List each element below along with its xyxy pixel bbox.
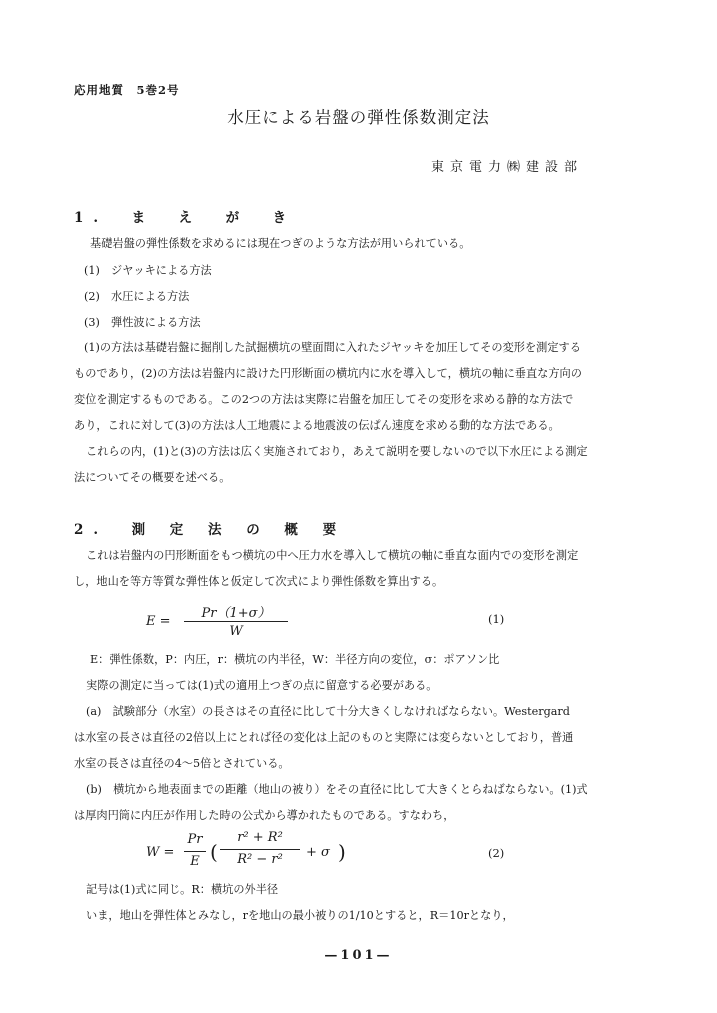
paper-title: 水圧による岩盤の弾性係数測定法	[227, 108, 490, 127]
section-2-para1-line-1: これは岩盤内の円形断面をもつ横坑の中へ圧力水を導入して横坑の軸に垂直な面内での変形を測定	[86, 549, 579, 562]
equation-2-number: (2)	[488, 846, 505, 860]
section-1-para2-line-1: これらの内，(1)と(3)の方法は広く実施されており，あえて説明を要しないので以下水圧による測定	[86, 445, 588, 458]
journal-header: 応用地質 5巻2号	[74, 83, 180, 97]
equation-1-number: (1)	[488, 612, 505, 626]
equation-2-inner-denominator: R² − r²	[237, 852, 283, 867]
method-item-1: (1) ジヤッキによる方法	[84, 264, 212, 277]
equation-2-open-paren: (	[210, 840, 218, 864]
equation-1-numerator: Pr（1+σ）	[201, 606, 271, 621]
point-b-line-1: (b) 横坑から地表面までの距離（地山の被り）をその直径に比して大きくとらねばならない。(1)式	[86, 783, 588, 796]
point-a-line-2: は水室の長さは直径の2倍以上にとれば径の変化は上記のものと実際には変らないとしており，普通	[74, 731, 574, 744]
point-b-line-2: は厚肉円筒に内圧が作用した時の公式から導かれたものである。すなわち，	[74, 809, 455, 822]
equation-2-inner-bar	[220, 849, 300, 850]
section-2-heading: 2. 測 定 法 の 概 要	[74, 522, 347, 538]
page-number: —101—	[324, 948, 393, 963]
point-a-line-1: (a) 試験部分（水室）の長さはその直径に比して十分大きくしなければならない。Westergard	[86, 705, 570, 718]
note-intro: 実際の測定に当っては(1)式の適用上つぎの点に留意する必要がある。	[86, 679, 438, 692]
equation-2-outer-denominator: E	[190, 854, 200, 869]
symbol-legend: E：弾性係数，P：内圧，r：横坑の内半径，W：半径方向の変位，σ：ポアソン比	[90, 653, 500, 666]
method-item-2: (2) 水圧による方法	[84, 290, 190, 303]
author-affiliation: 東京電力㈱建設部	[430, 160, 583, 175]
equation-2-close-paren: )	[338, 840, 346, 864]
section-1-intro: 基礎岩盤の弾性係数を求めるには現在つぎのような方法が用いられている。	[90, 237, 471, 250]
section-2-para1-line-2: し，地山を等方等質な弾性体と仮定して次式により弾性係数を算出する。	[74, 575, 444, 588]
equation-1-fraction-bar	[184, 621, 288, 622]
equation-1-lhs: E =	[146, 614, 171, 629]
equation-2-outer-bar	[184, 851, 206, 852]
point-a-line-3: 水室の長さは直径の4～5倍とされている。	[74, 757, 290, 770]
equation-2-inner-numerator: r² + R²	[237, 830, 283, 845]
section-1-para1-line-1: (1)の方法は基礎岩盤に掘削した試掘横坑の壁面間に入れたジヤッキを加圧してその変形を測定する	[84, 341, 581, 354]
equation-2-tail: + σ	[306, 845, 330, 860]
method-item-3: (3) 弾性波による方法	[84, 316, 201, 329]
section-1-para1-line-3: 変位を測定するものである。この2つの方法は実際に岩盤を加圧してその変形を求める静的な方法で	[74, 393, 574, 406]
last-line: いま，地山を弾性体とみなし，rを地山の最小被りの1/10とすると，R＝10rとなり，	[86, 909, 514, 922]
equation-1-denominator: W	[229, 624, 243, 639]
symbols-line: 記号は(1)式に同じ。R：横坑の外半径	[86, 883, 279, 896]
equation-2-outer-numerator: Pr	[187, 832, 203, 847]
section-1-para1-line-4: あり，これに対して(3)の方法は人工地震による地震波の伝ぱん速度を求める動的な方法である。	[74, 419, 560, 432]
section-1-para1-line-2: ものであり，(2)の方法は岩盤内に設けた円形断面の横坑内に水を導入して，横坑の軸に垂直な方向の	[74, 367, 582, 380]
section-1-heading: 1. ま え が き	[74, 210, 297, 226]
equation-2-lhs: W =	[146, 845, 175, 860]
section-1-para2-line-2: 法についてその概要を述べる。	[74, 471, 231, 484]
